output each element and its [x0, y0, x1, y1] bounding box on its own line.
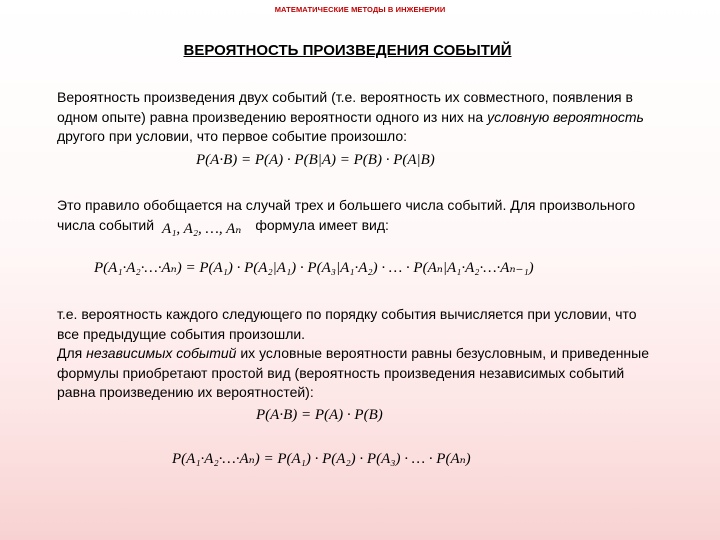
paragraph-text: т.е. вероятность каждого следующего по порядку события вычисляется при условии, что все предыдущие события произошли. [57, 306, 637, 342]
formula-n-events: P(A₁·A₂·…·Aₙ) = P(A₁) · P(A₂|A₁) · P(A₃|A₁·A₂) · … · P(Aₙ|A₁·A₂·…·Aₙ₋₁) [94, 260, 534, 276]
paragraph-definition [57, 88, 657, 147]
paragraph-text: их условные вероятности равны безусловным, и приведенные формулы приобретают простой вид (вероятность произведения независимых событий равна произведению их вероятностей): [57, 345, 650, 400]
italic-term: независимых событий [86, 345, 237, 361]
formula-independent-two: P(A·B) = P(A) · P(B) [256, 407, 383, 423]
events-list-math: A₁, A₂, …, Aₙ [162, 220, 242, 237]
paragraph-text: Вероятность произведения двух событий (т.е. вероятность их совместного, появления в одном опыте) равна произведению вероятности одного из них на [57, 89, 633, 125]
slide-header: МАТЕМАТИЧЕСКИЕ МЕТОДЫ В ИНЖЕНЕРИИ [274, 5, 446, 14]
paragraph-text: формула имеет вид: [255, 216, 389, 233]
formula-two-events: P(A·B) = P(A) · P(B|A) = P(B) · P(A|B) [196, 152, 435, 168]
paragraph-generalization [57, 196, 657, 236]
paragraph-text: Это правило обобщается на случай трех и большего числа событий. Для произвольного числа событий [57, 197, 636, 233]
formula-independent-n: P(A₁·A₂·…·Aₙ) = P(A₁) · P(A₂) · P(A₃) · … · P(Aₙ) [172, 451, 471, 467]
italic-term: условную вероятность [487, 108, 644, 125]
page-title: ВЕРОЯТНОСТЬ ПРОИЗВЕДЕНИЯ СОБЫТИЙ [183, 42, 512, 59]
paragraph-text: другого при условии, что первое событие произошло: [57, 128, 408, 144]
paragraph-independent [57, 305, 657, 403]
paragraph-text: Для [57, 345, 87, 361]
